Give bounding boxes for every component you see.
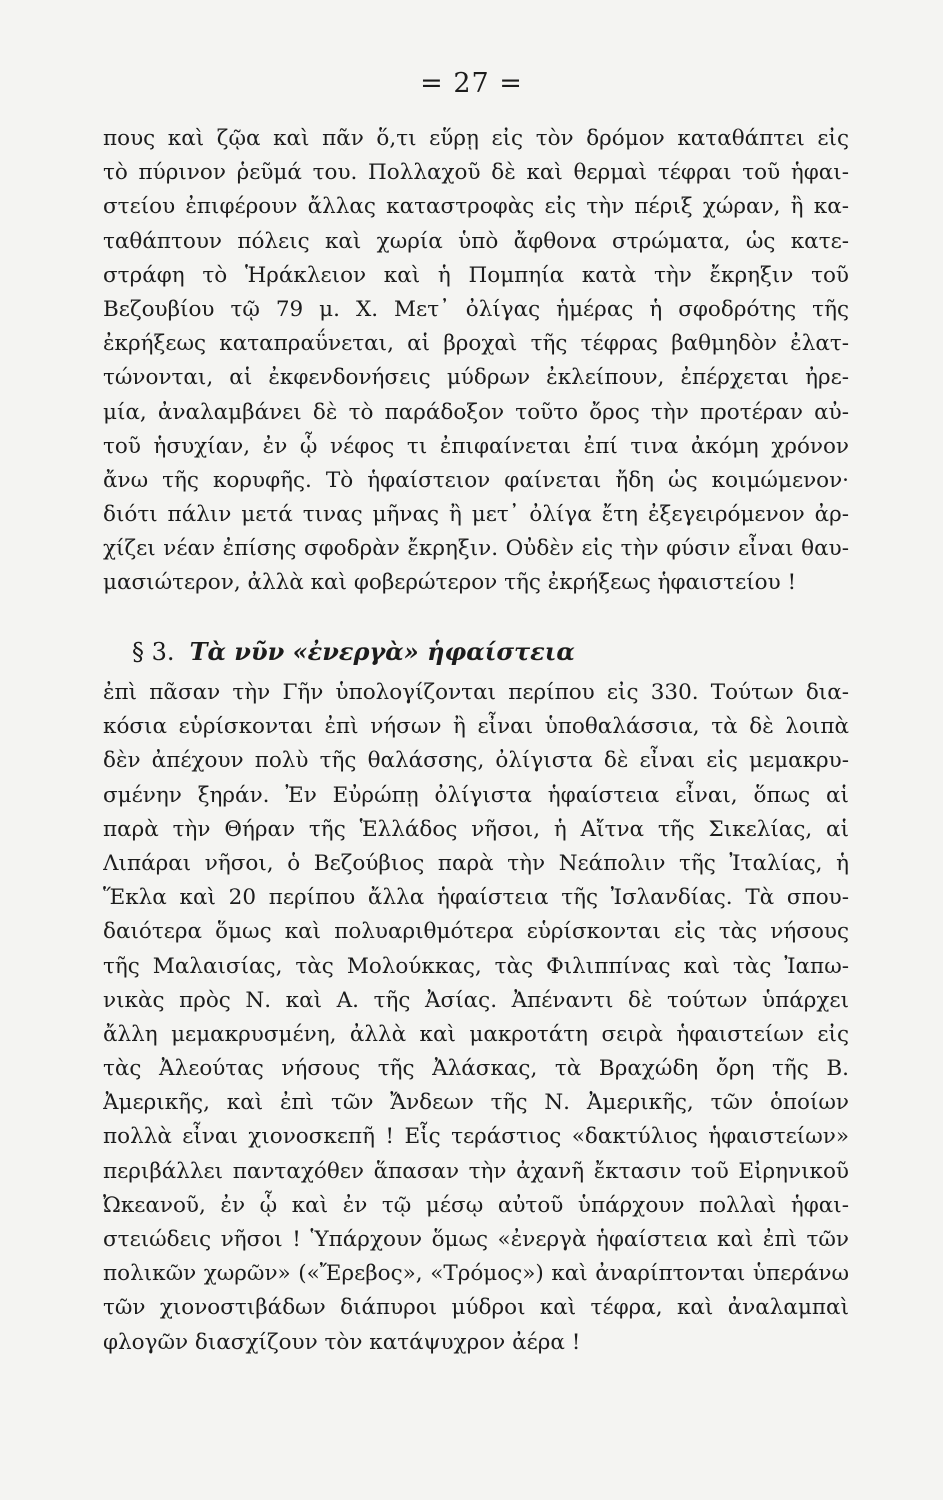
text-line: τῆς Μαλαισίας, τὰς Μολούκκας, τὰς Φιλιππίνας καὶ τὰς Ἰαπω-: [103, 953, 849, 979]
page-number: = 27 =: [420, 68, 523, 99]
text-line: ταθάπτουν πόλεις καὶ χωρία ὑπὸ ἄφθονα στρώματα, ὡς κατε-: [103, 228, 849, 254]
text-line: τῶν χιονοστιβάδων διάπυροι μύδροι καὶ τέφρα, καὶ ἀναλαμπαὶ: [103, 1295, 849, 1321]
paragraph-active-volcanoes: [103, 676, 849, 1360]
paragraph-volcano-eruption: [103, 122, 849, 601]
text-line: ἄνω τῆς κορυφῆς. Τὸ ἡφαίστειον φαίνεται ἤδη ὡς κοιμώμενον·: [103, 467, 849, 493]
text-line: ἐκρήξεως καταπραΰνεται, αἱ βροχαὶ τῆς τέφρας βαθμηδὸν ἐλατ-: [103, 331, 849, 357]
text-line: χίζει νέαν ἐπίσης σφοδρὰν ἔκρηξιν. Οὐδὲν εἰς τὴν φύσιν εἶναι θαυ-: [103, 536, 849, 562]
text-line: κόσια εὑρίσκονται ἐπὶ νήσων ἢ εἶναι ὑποθαλάσσια, τὰ δὲ λοιπὰ: [103, 714, 849, 740]
text-line: νικὰς πρὸς Ν. καὶ Α. τῆς Ἀσίας. Ἀπέναντι δὲ τούτων ὑπάρχει: [103, 987, 849, 1013]
text-line: δαιότερα ὅμως καὶ πολυαριθμότερα εὑρίσκονται εἰς τὰς νήσους: [103, 919, 849, 945]
text-line: σμένην ξηράν. Ἐν Εὐρώπῃ ὀλίγιστα ἡφαίστεια εἶναι, ὅπως αἱ: [103, 782, 849, 808]
text-line: φλογῶν διασχίζουν τὸν κατάψυχρον ἀέρα !: [103, 1329, 581, 1355]
text-line: παρὰ τὴν Θήραν τῆς Ἑλλάδος νῆσοι, ἡ Αἴτνα τῆς Σικελίας, αἱ: [103, 816, 849, 842]
text-line: Λιπάραι νῆσοι, ὁ Βεζούβιος παρὰ τὴν Νεάπολιν τῆς Ἰταλίας, ἡ: [103, 850, 849, 876]
text-line: πολικῶν χωρῶν» («Ἔρεβος», «Τρόμος») καὶ ἀναρίπτονται ὑπεράνω: [103, 1261, 849, 1287]
text-line: Ἕκλα καὶ 20 περίπου ἄλλα ἡφαίστεια τῆς Ἰσλανδίας. Τὰ σπου-: [103, 885, 849, 911]
text-line: στείου ἐπιφέρουν ἄλλας καταστροφὰς εἰς τὴν πέριξ χώραν, ἢ κα-: [103, 194, 849, 220]
text-line: πους καὶ ζῷα καὶ πᾶν ὅ,τι εὕρῃ εἰς τὸν δρόμον καταθάπτει εἰς: [103, 126, 849, 151]
text-line: τώνονται, αἱ ἐκφενδονήσεις μύδρων ἐκλείπουν, ἐπέρχεται ἠρε-: [103, 365, 849, 391]
text-line: ἐπὶ πᾶσαν τὴν Γῆν ὑπολογίζονται περίπου εἰς 330. Τούτων δια-: [103, 680, 849, 705]
text-line: ἄλλη μεμακρυσμένη, ἀλλὰ καὶ μακροτάτη σειρὰ ἡφαιστείων εἰς: [103, 1021, 849, 1047]
text-line: δὲν ἀπέχουν πολὺ τῆς θαλάσσης, ὀλίγιστα δὲ εἶναι εἰς μεμακρυ-: [103, 748, 849, 774]
text-line: στειώδεις νῆσοι ! Ὑπάρχουν ὅμως «ἐνεργὰ ἡφαίστεια καὶ ἐπὶ τῶν: [103, 1227, 849, 1252]
section-heading: [132, 632, 832, 672]
text-line: περιβάλλει πανταχόθεν ἅπασαν τὴν ἀχανῆ ἔκτασιν τοῦ Εἰρηνικοῦ: [103, 1158, 849, 1184]
text-line: στράφη τὸ Ἡράκλειον καὶ ἡ Πομπηία κατὰ τὴν ἔκρηξιν τοῦ: [103, 262, 849, 288]
text-line: Βεζουβίου τῷ 79 μ. Χ. Μετ᾽ ὀλίγας ἡμέρας ἡ σφοδρότης τῆς: [103, 296, 849, 322]
text-line: διότι πάλιν μετά τινας μῆνας ἢ μετ᾽ ὀλίγα ἔτη ἐξεγειρόμενον ἀρ-: [103, 502, 849, 528]
text-line: πολλὰ εἶναι χιονοσκεπῆ ! Εἷς τεράστιος «δακτύλιος ἡφαιστείων»: [103, 1124, 849, 1150]
text-line: Ἀμερικῆς, καὶ ἐπὶ τῶν Ἄνδεων τῆς Ν. Ἀμερικῆς, τῶν ὁποίων: [103, 1090, 849, 1116]
section-number: § 3.: [132, 638, 175, 666]
text-line: μία, ἀναλαμβάνει δὲ τὸ παράδοξον τοῦτο ὄρος τὴν προτέραν αὐ-: [103, 399, 849, 425]
text-line: τὰς Ἀλεούτας νήσους τῆς Ἀλάσκας, τὰ Βραχώδη ὄρη τῆς Β.: [103, 1056, 849, 1082]
text-line: τοῦ ἡσυχίαν, ἐν ᾧ νέφος τι ἐπιφαίνεται ἐπί τινα ἀκόμη χρόνον: [103, 433, 849, 459]
text-line: μασιώτερον, ἀλλὰ καὶ φοβερώτερον τῆς ἐκρήξεως ἡφαιστείου !: [103, 570, 797, 596]
text-line: τὸ πύρινον ῥεῦμά του. Πολλαχοῦ δὲ καὶ θερμαὶ τέφραι τοῦ ἡφαι-: [103, 160, 849, 186]
section-title: Τὰ νῦν «ἐνεργὰ» ἡφαίστεια: [189, 637, 575, 666]
text-line: Ὠκεανοῦ, ἐν ᾧ καὶ ἐν τῷ μέσῳ αὐτοῦ ὑπάρχουν πολλαὶ ἡφαι-: [103, 1192, 849, 1218]
